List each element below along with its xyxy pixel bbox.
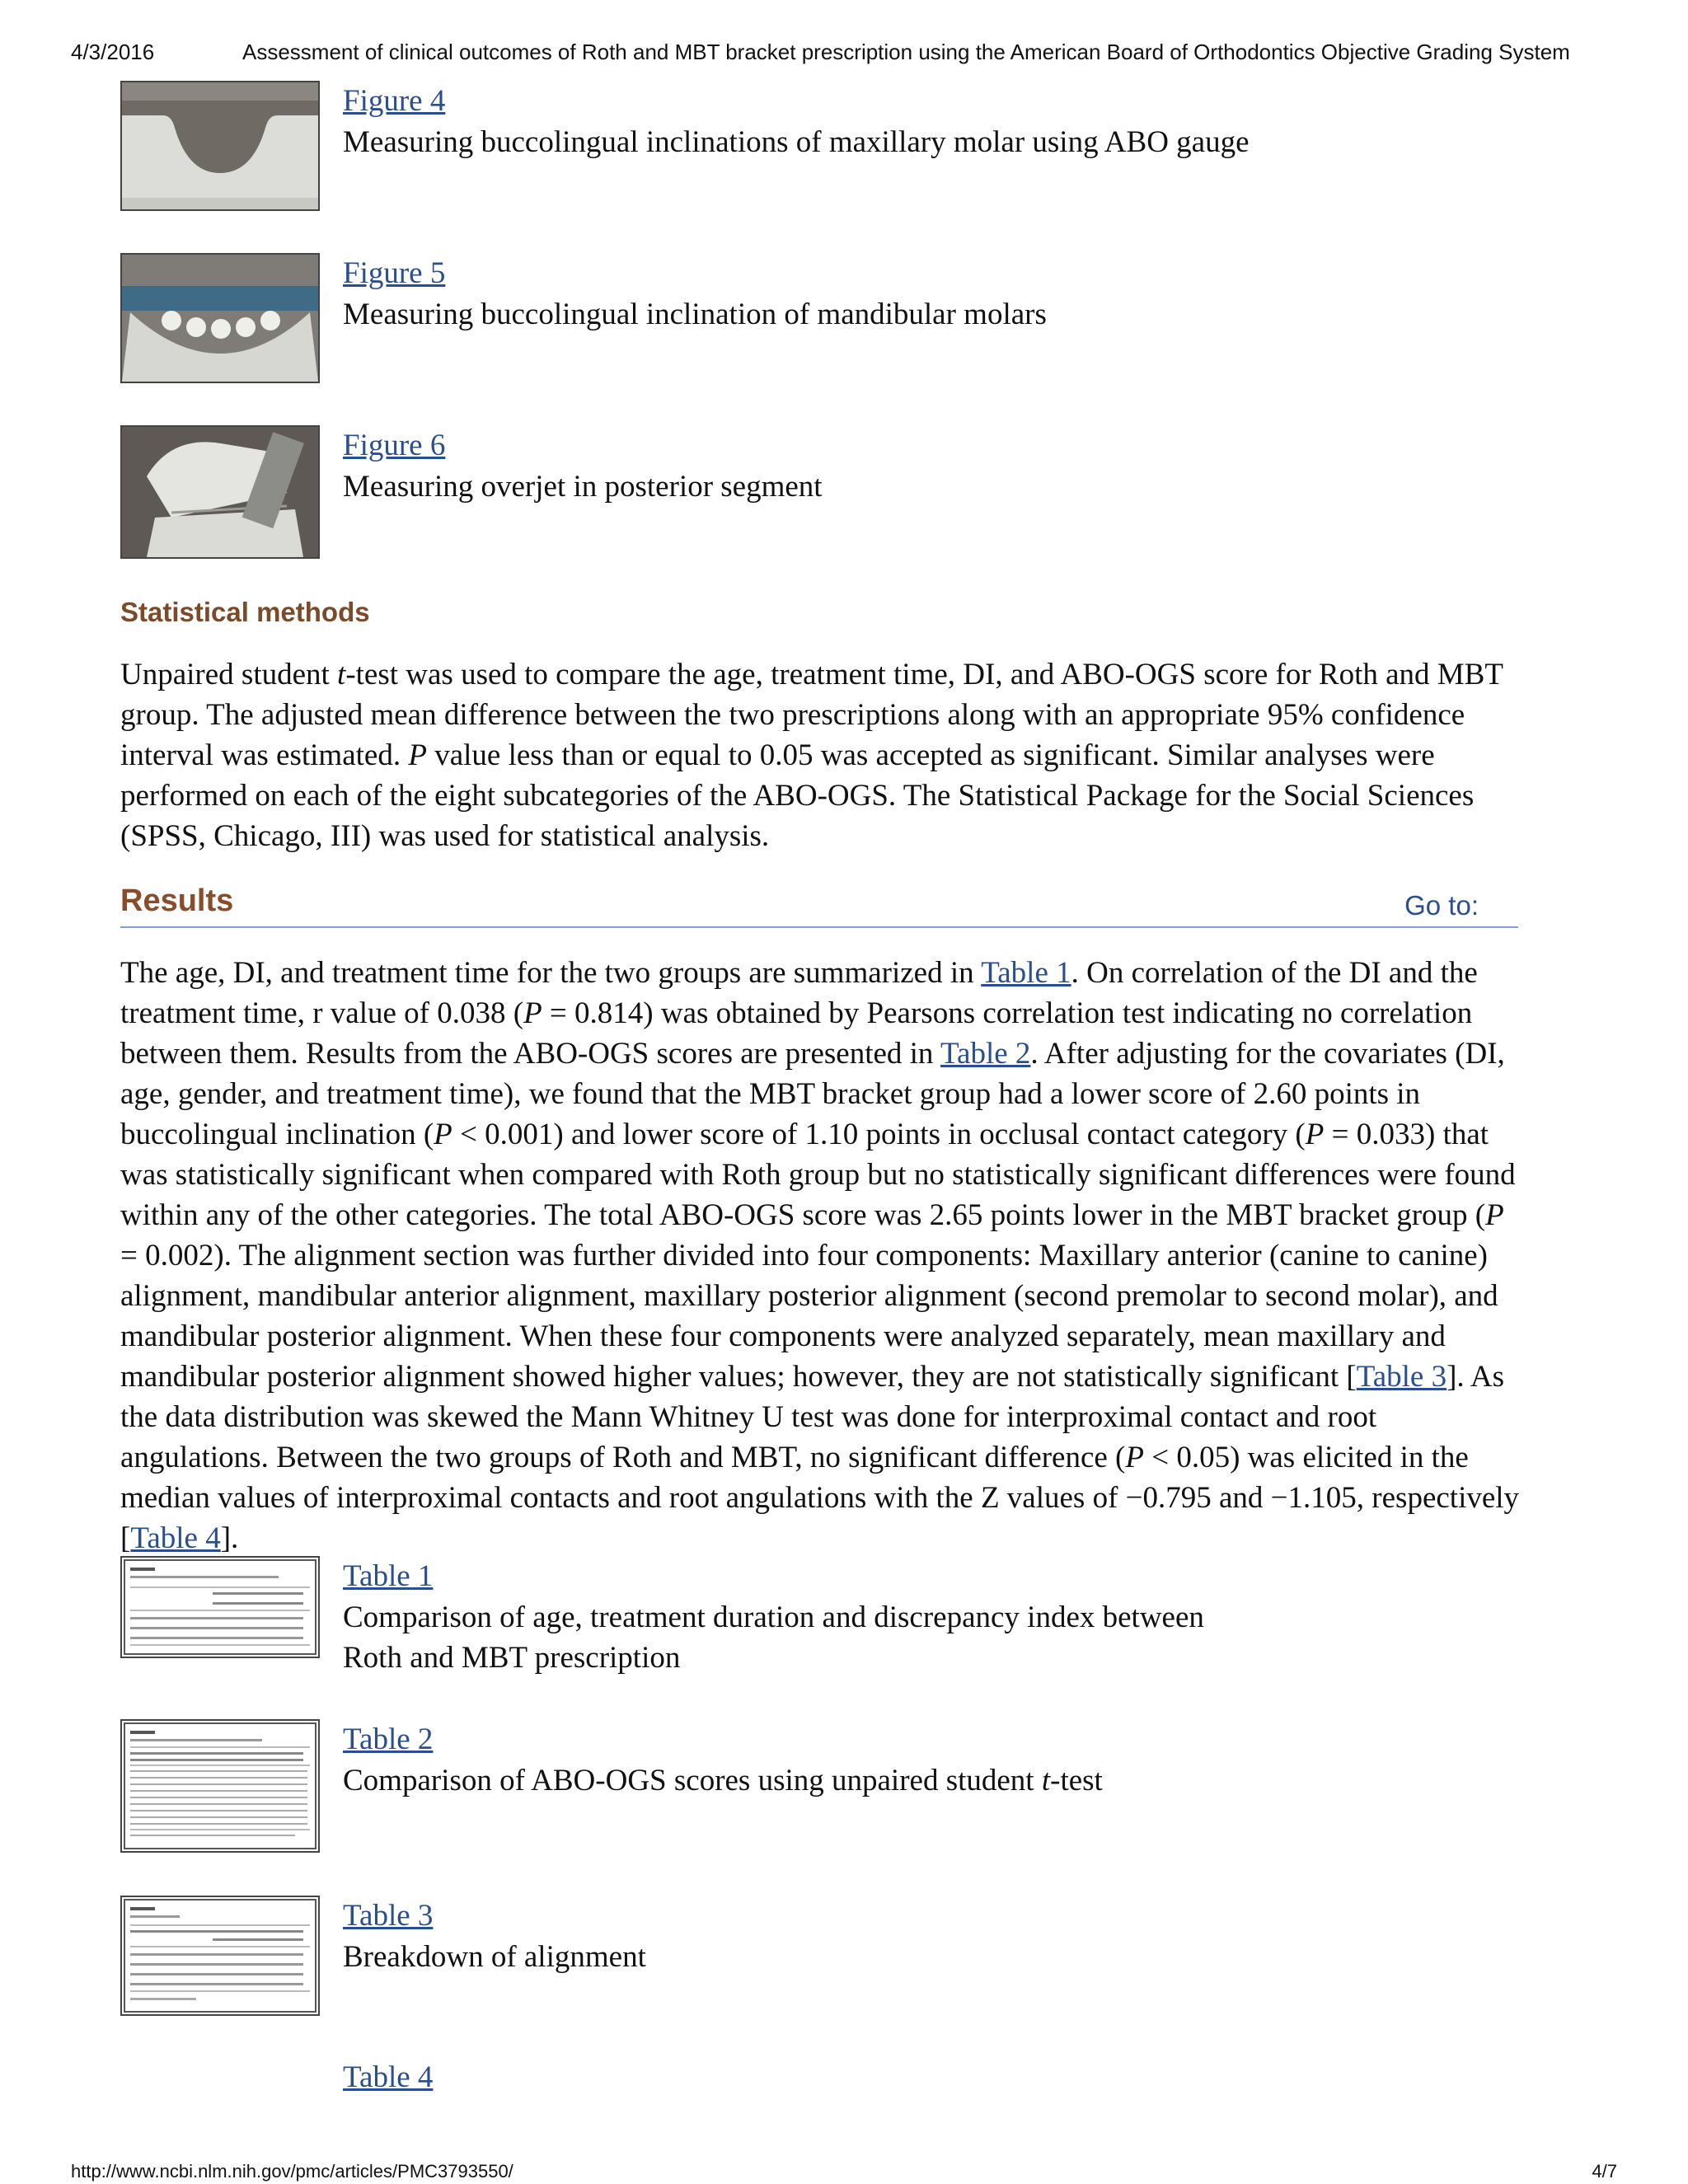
table-2-link[interactable]: Table 2 [343, 1722, 434, 1756]
statistical-methods-heading: Statistical methods [120, 597, 370, 627]
figure-5-caption: Measuring buccolingual inclination of mandibular molars [343, 298, 1047, 331]
results-header [120, 883, 1518, 928]
figure-5-link[interactable]: Figure 5 [343, 256, 446, 290]
figure-6-link[interactable]: Figure 6 [343, 429, 446, 462]
table-2-inline-link[interactable]: Table 2 [940, 1037, 1031, 1071]
go-to-link[interactable]: Go to: [1404, 890, 1479, 921]
figure-6-thumbnail[interactable] [120, 425, 320, 559]
results-paragraph: The age, DI, and treatment time for the two groups are summarized in Table 1. On correlation of the DI and the treatment time, r value of 0.038 (P = 0.814) was obtained by Pearsons correlation test indicating no correlation between them. Results from the ABO-OGS scores are presented in Table 2. After adjusting for the covariates (DI, age, gender, and treatment time), we found that the MBT bracket group had a lower score of 2.60 points in buccolingual inclination (P < 0.001) and lower score of 1.10 points in occlusal contact category (P = 0.033) that was statistically significant when compared with Roth group but no statistically significant differences were found within any of the other categories. The total ABO-OGS score was 2.65 points lower in the MBT bracket group (P = 0.002). The alignment section was further divided into four components: Maxillary anterior (canine to canine) alignment, mandibular anterior alignment, maxillary posterior alignment (second premolar to second molar), and mandibular posterior alignment. When these four components were analyzed separately, mean maxillary and mandibular posterior alignment showed higher values; however, they are not statistically significant [Table 3]. As the data distribution was skewed the Mann Whitney U test was done for interproximal contact and root angulations. Between the two groups of Roth and MBT, no significant difference (P < 0.05) was elicited in the median values of interproximal contacts and root angulations with the Z values of −0.795 and −1.105, respectively [Table 4]. [120, 956, 1520, 1555]
table-4-inline-link[interactable]: Table 4 [130, 1521, 221, 1555]
print-date: 4/3/2016 [71, 40, 155, 64]
table-1-caption: Comparison of age, treatment duration and discrepancy index between Roth and MBT prescription [343, 1601, 1204, 1675]
table-3-inline-link[interactable]: Table 3 [1356, 1360, 1447, 1394]
table-1-thumbnail[interactable] [120, 1556, 320, 1658]
print-url: http://www.ncbi.nlm.nih.gov/pmc/articles/PMC3793550/ [71, 2161, 513, 2182]
table-1-inline-link[interactable]: Table 1 [981, 956, 1071, 990]
figure-4-thumbnail[interactable] [120, 81, 320, 211]
statistical-methods-paragraph: Unpaired student t-test was used to compare the age, treatment time, DI, and ABO-OGS score for Roth and MBT group. The adjusted mean difference between the two prescriptions along with an appropriate 95% confidence interval was estimated. P value less than or equal to 0.05 was accepted as significant. Similar analyses were performed on each of the eight subcategories of the ABO-OGS. The Statistical Package for the Social Sciences (SPSS, Chicago, III) was used for statistical analysis. [120, 658, 1503, 853]
results-heading: Results [120, 883, 234, 918]
table-2-thumbnail[interactable] [120, 1719, 320, 1853]
figure-6-caption: Measuring overjet in posterior segment [343, 470, 823, 504]
table-3-thumbnail[interactable] [120, 1896, 320, 2016]
table-4-link[interactable]: Table 4 [343, 2060, 434, 2094]
table-2-caption: Comparison of ABO-OGS scores using unpaired student t-test [343, 1764, 1103, 1797]
table-3-link[interactable]: Table 3 [343, 1899, 434, 1933]
figure-4-caption: Measuring buccolingual inclinations of maxillary molar using ABO gauge [343, 125, 1250, 159]
figure-5-thumbnail[interactable] [120, 253, 320, 383]
print-title: Assessment of clinical outcomes of Roth and MBT bracket prescription using the American Board of Orthodontics Objective Grading System [242, 40, 1570, 64]
table-1-link[interactable]: Table 1 [343, 1559, 434, 1593]
page-number: 4/7 [1592, 2161, 1617, 2182]
figure-4-link[interactable]: Figure 4 [343, 84, 446, 118]
table-3-caption: Breakdown of alignment [343, 1940, 646, 1974]
